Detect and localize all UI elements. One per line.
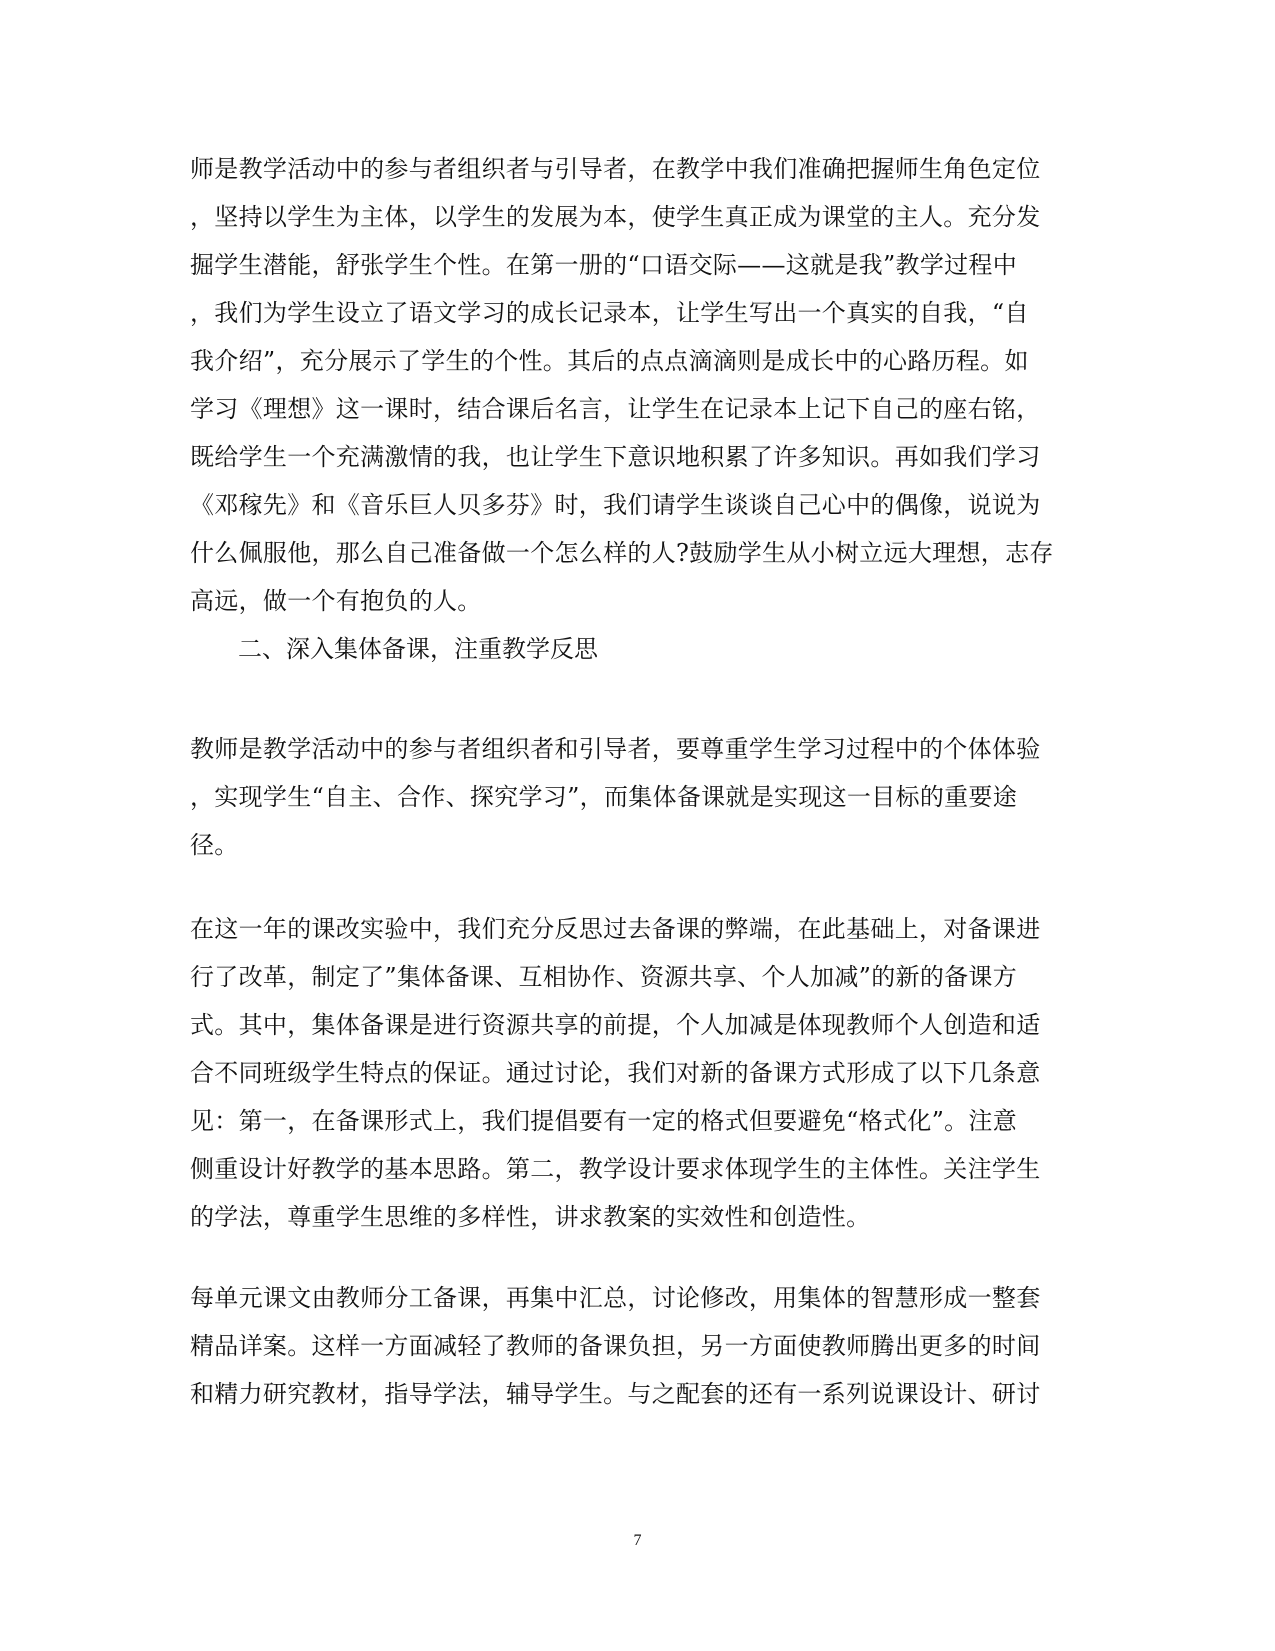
text-line: 行了改革，制定了”集体备课、互相协作、资源共享、个人加减”的新的备课方 — [190, 963, 1018, 991]
text-line: 什么佩服他，那么自己准备做一个怎么样的人?鼓励学生从小树立远大理想，志存 — [190, 539, 1054, 567]
paragraph-1 — [190, 145, 1070, 625]
text-line: 高远，做一个有抱负的人。 — [190, 587, 482, 615]
text-line: 和精力研究教材，指导学法，辅导学生。与之配套的还有一系列说课设计、研讨 — [190, 1380, 1041, 1408]
text-line: 合不同班级学生特点的保证。通过讨论，我们对新的备课方式形成了以下几条意 — [190, 1059, 1041, 1087]
text-line: 侧重设计好教学的基本思路。第二，教学设计要求体现学生的主体性。关注学生 — [190, 1155, 1041, 1183]
text-line: ，我们为学生设立了语文学习的成长记录本，让学生写出一个真实的自我，“自 — [190, 299, 1029, 327]
page-number: 7 — [633, 1532, 642, 1549]
paragraph-4 — [190, 1274, 1070, 1418]
text-line: 式。其中，集体备课是进行资源共享的前提，个人加减是体现教师个人创造和适 — [190, 1011, 1041, 1039]
paragraph-2 — [190, 725, 1070, 869]
text-line: 既给学生一个充满激情的我，也让学生下意识地积累了许多知识。再如我们学习 — [190, 443, 1041, 471]
text-line: 的学法，尊重学生思维的多样性，讲求教案的实效性和创造性。 — [190, 1203, 871, 1231]
text-line: 学习《理想》这一课时，结合课后名言，让学生在记录本上记下自己的座右铭， — [190, 395, 1041, 423]
text-line: 我介绍”，充分展示了学生的个性。其后的点点滴滴则是成长中的心路历程。如 — [190, 347, 1029, 375]
text-line: 《邓稼先》和《音乐巨人贝多芬》时，我们请学生谈谈自己心中的偶像，说说为 — [190, 491, 1041, 519]
paragraph-3 — [190, 905, 1070, 1241]
text-line: ，实现学生“自主、合作、探究学习”，而集体备课就是实现这一目标的重要途 — [190, 783, 1018, 811]
text-line: 掘学生潜能，舒张学生个性。在第一册的“口语交际——这就是我”教学过程中 — [190, 251, 1018, 279]
text-line: 每单元课文由教师分工备课，再集中汇总，讨论修改，用集体的智慧形成一整套 — [190, 1284, 1041, 1312]
text-line: 见：第一，在备课形式上，我们提倡要有一定的格式但要避免“格式化”。注意 — [190, 1107, 1018, 1135]
text-line: 教师是教学活动中的参与者组织者和引导者，要尊重学生学习过程中的个体体验 — [190, 735, 1041, 763]
section-heading: 二、深入集体备课，注重教学反思 — [238, 635, 598, 663]
text-line: 师是教学活动中的参与者组织者与引导者，在教学中我们准确把握师生角色定位 — [190, 155, 1041, 183]
text-line: 在这一年的课改实验中，我们充分反思过去备课的弊端，在此基础上，对备课进 — [190, 915, 1041, 943]
text-line: ，坚持以学生为主体，以学生的发展为本，使学生真正成为课堂的主人。充分发 — [190, 203, 1041, 231]
text-line: 径。 — [190, 831, 239, 859]
text-line: 精品详案。这样一方面减轻了教师的备课负担，另一方面使教师腾出更多的时间 — [190, 1332, 1041, 1360]
